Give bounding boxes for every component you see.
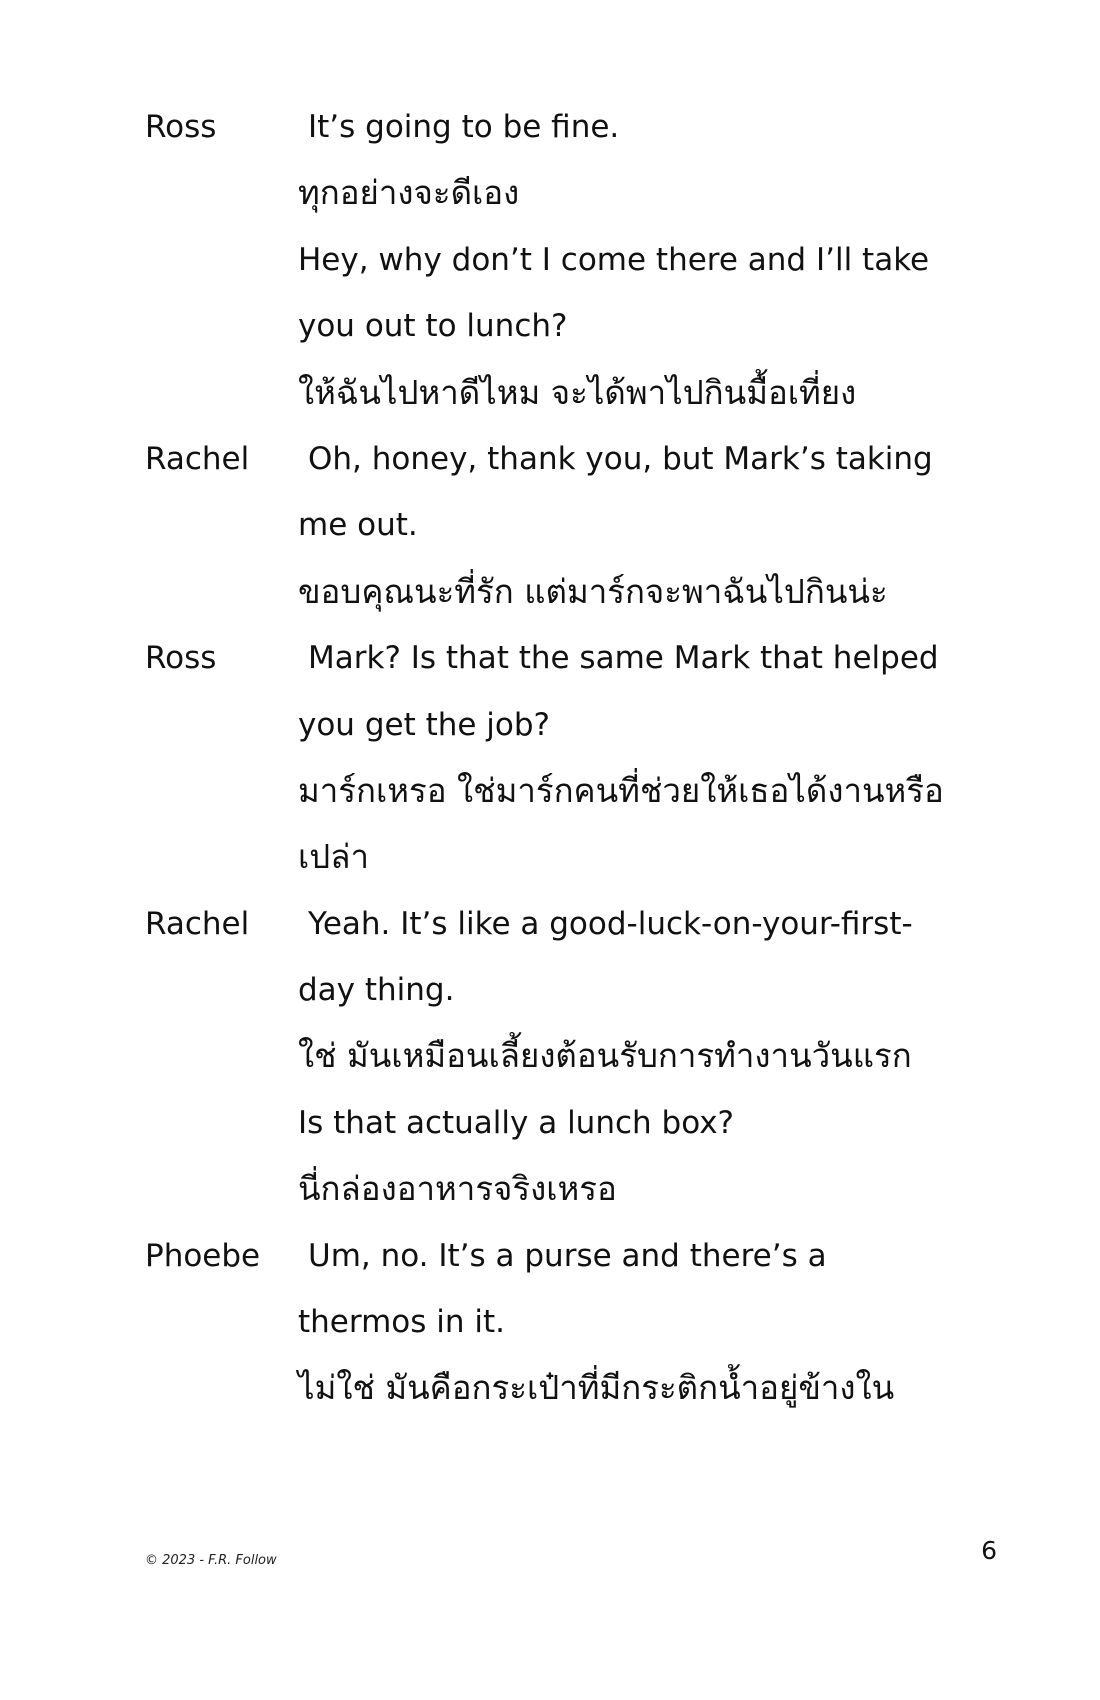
dialogue-line (145, 1156, 995, 1222)
dialogue-line (145, 492, 995, 558)
speaker-name: Rachel (145, 905, 250, 942)
dialogue-line (145, 891, 995, 957)
english-line: you get the job? (298, 706, 551, 743)
dialogue-line (145, 160, 995, 226)
thai-translation: นี่กล่องอาหารจริงเหรอ (298, 1169, 617, 1209)
dialogue-line (145, 692, 995, 758)
thai-translation: ไม่ใช่ มันคือกระเป๋าที่มีกระติกน้ำอยู่ข้างใน (298, 1368, 895, 1408)
english-line: you out to lunch? (298, 308, 568, 345)
dialogue-script (145, 94, 995, 1422)
dialogue-line (145, 957, 995, 1023)
speaker-name: Rachel (145, 440, 250, 477)
thai-translation: ขอบคุณนะที่รัก แต่มาร์กจะพาฉันไปกินน่ะ (298, 571, 888, 611)
dialogue-line (145, 824, 995, 890)
speaker-name: Phoebe (145, 1237, 261, 1274)
dialogue-line (145, 1289, 995, 1355)
thai-translation: ทุกอย่างจะดีเอง (298, 173, 520, 213)
speaker-name: Ross (145, 640, 217, 677)
english-line: Um, no. It’s a purse and there’s a (308, 1237, 827, 1274)
copyright-notice: © 2023 - F.R. Follow (145, 1553, 277, 1568)
dialogue-line (145, 1355, 995, 1421)
dialogue-line (145, 559, 995, 625)
english-line: Mark? Is that the same Mark that helped (308, 640, 939, 677)
dialogue-line (145, 758, 995, 824)
dialogue-line (145, 293, 995, 359)
english-line: Hey, why don’t I come there and I’ll take (298, 241, 930, 278)
english-line: Oh, honey, thank you, but Mark’s taking (308, 440, 933, 477)
dialogue-line (145, 360, 995, 426)
english-line: It’s going to be fine. (308, 109, 620, 145)
dialogue-line (145, 1090, 995, 1156)
dialogue-line (145, 625, 995, 691)
thai-translation: มาร์กเหรอ ใช่มาร์กคนที่ช่วยให้เธอได้งานหรือ (298, 770, 944, 810)
dialogue-line (145, 426, 995, 492)
speaker-name: Ross (145, 109, 217, 145)
dialogue-line (145, 1223, 995, 1289)
english-line: Yeah. It’s like a good-luck-on-your-first- (308, 905, 913, 942)
english-line: thermos in it. (298, 1304, 505, 1341)
dialogue-line (145, 1023, 995, 1089)
thai-translation: ให้ฉันไปหาดีไหม จะได้พาไปกินมื้อเที่ยง (298, 372, 857, 412)
dialogue-line (145, 227, 995, 293)
english-line: me out. (298, 507, 418, 544)
dialogue-line (145, 94, 995, 160)
thai-translation: ใช่ มันเหมือนเลี้ยงต้อนรับการทำงานวันแรก (298, 1036, 912, 1076)
english-line: day thing. (298, 972, 455, 1009)
english-line: Is that actually a lunch box? (298, 1104, 735, 1141)
thai-translation: เปล่า (298, 837, 369, 877)
page-number: 6 (981, 1536, 997, 1565)
